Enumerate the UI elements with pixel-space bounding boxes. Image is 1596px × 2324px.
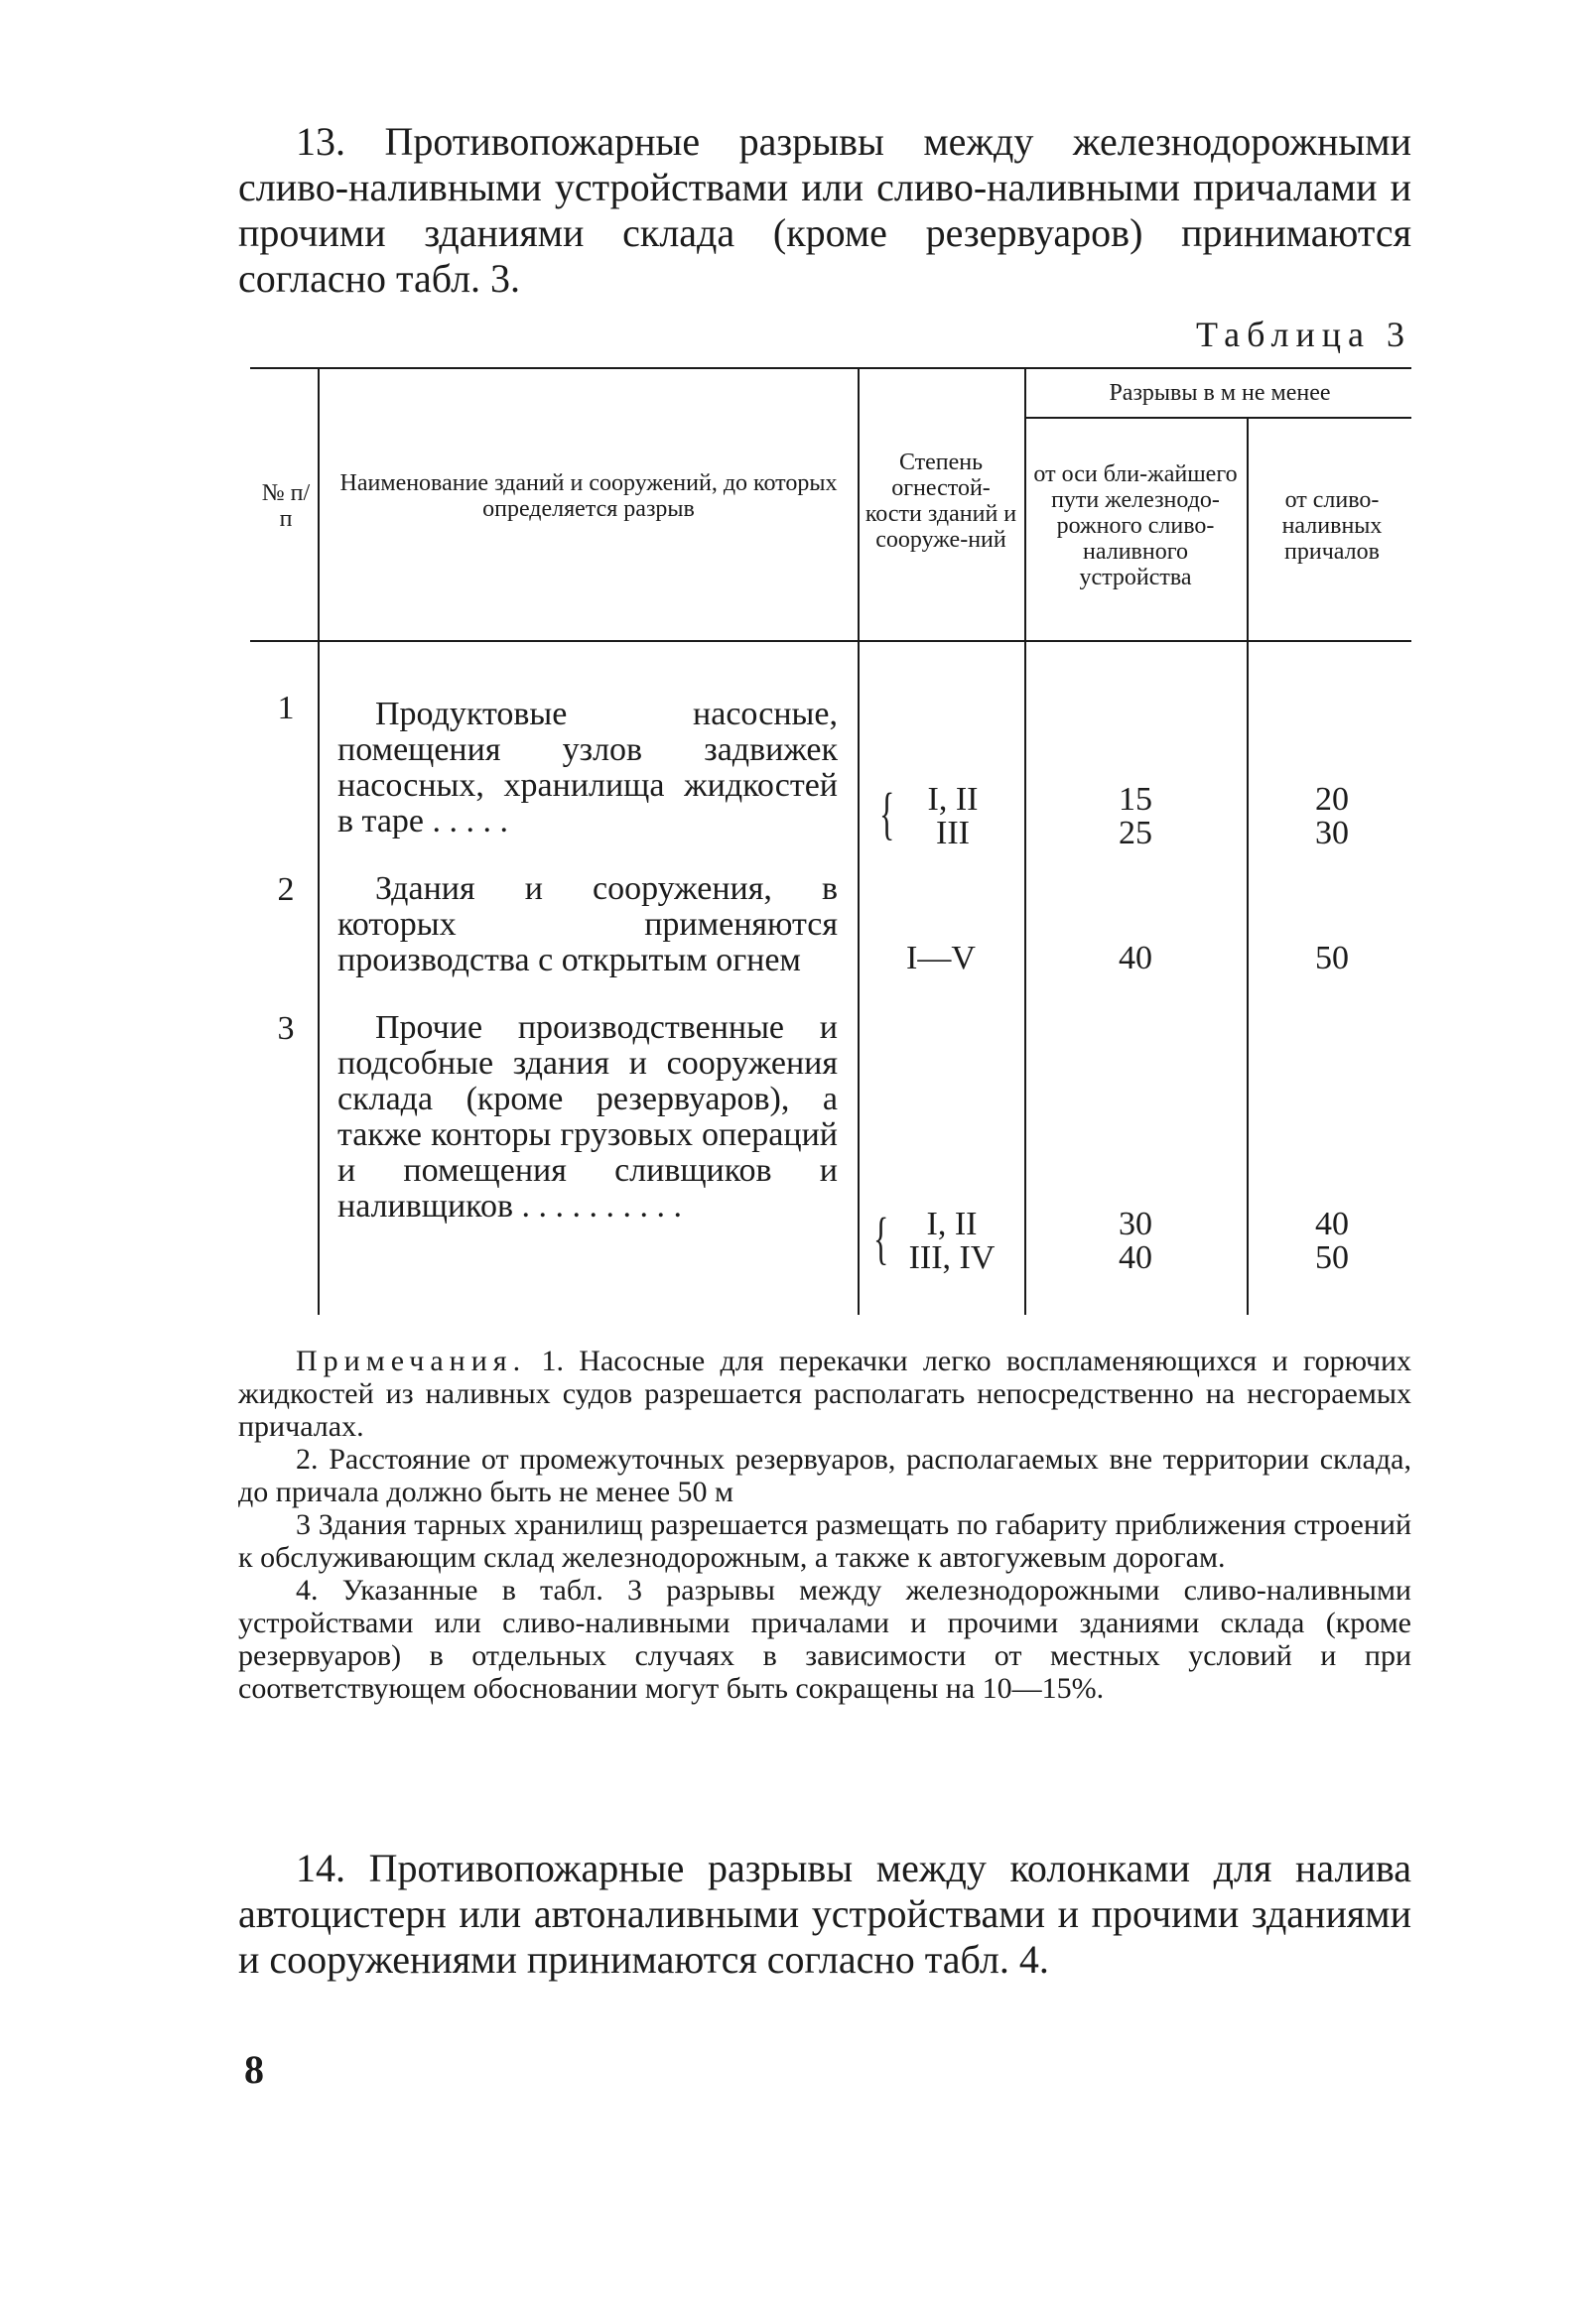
group-header-rule [1024,417,1411,419]
row-1-name: Продуктовые насосные, помещения узлов задвижек насосных, хранилища жидкостей в таре . . . . . [337,696,838,839]
col-divider-2 [858,367,860,1315]
note-3: 3 Здания тарных хранилищ разрешается размещать по габариту приближения строений к обслуживающим склад железнодорожным, а также к автогужевым дорогам. [238,1508,1411,1574]
row-2-berth: 50 [1315,940,1349,976]
note-1 [238,1345,1411,1443]
table-notes [238,1345,1411,1705]
row-1-rail-b: 25 [1119,815,1152,851]
row-1-degree-b: III [936,815,970,851]
col-divider-3 [1024,367,1026,1315]
note-4: 4. Указанные в табл. 3 разрывы между железнодорожными сливо-наливными устройствами или сливо-наливными причалами и прочими зданиями склада (кроме резервуаров) в отдельных случаях в зависимости от местных условий и при соответствующем обосновании могут быть сокращены на 10—15%. [238,1574,1411,1705]
row-1-berth-a: 20 [1315,781,1349,818]
row-3-degree-b: III, IV [908,1239,996,1276]
header-num: № п/п [261,480,311,532]
row-3-name: Прочие производственные и подсобные здания и сооружения склада (кроме резервуаров), а также конторы грузовых операций и помещения сливщиков и наливщиков . . . . . . . . . . [337,1009,838,1225]
page-number: 8 [244,2047,264,2092]
row-3-brace: { [873,1206,889,1270]
row-3-berth-a: 40 [1315,1206,1349,1242]
header-from-rail: от оси бли-жайшего пути железнодо-рожного сливо-наливного устройства [1033,461,1238,590]
row-3-num: 3 [277,1010,295,1047]
notes-heading: Примечания. [296,1345,527,1377]
col-divider-1 [318,367,320,1315]
row-2-degree: I—V [906,940,976,976]
row-2-name: Здания и сооружения, в которых применяются производства с открытым огнем [337,870,838,978]
row-1-degree-a: I, II [927,781,979,818]
note-1-text: 1. Насосные для перекачки легко воспламеняющихся и горючих жидкостей из наливных судов разрешается располагать непосредственно на несгораемых причалах. [238,1345,1411,1443]
row-1-berth-b: 30 [1315,815,1349,851]
col-divider-4 [1247,417,1249,1315]
row-3-rail-a: 30 [1119,1206,1152,1242]
row-1-brace: { [879,781,895,845]
row-2-rail: 40 [1119,940,1152,976]
row-3-rail-b: 40 [1119,1239,1152,1276]
header-distances-group: Разрывы в м не менее [1109,380,1331,406]
paragraph-14: 14. Противопожарные разрывы между колонками для налива автоцистерн или автоналивными устройствами и прочими зданиями и сооружениями принимаются согласно табл. 4. [238,1846,1411,1982]
paragraph-13: 13. Противопожарные разрывы между железнодорожными сливо-наливными устройствами или сливо-наливными причалами и прочими зданиями склада (кроме резервуаров) принимаются согласно табл. 3. [238,119,1411,301]
note-2: 2. Расстояние от промежуточных резервуаров, располагаемых вне территории склада, до причала должно быть не менее 50 м [238,1443,1411,1508]
row-3-berth-b: 50 [1315,1239,1349,1276]
header-name: Наименование зданий и сооружений, до которых определяется разрыв [339,470,838,522]
table-top-rule [250,367,1411,369]
header-degree: Степень огнестой-кости зданий и сооруже-ний [864,450,1017,553]
header-from-berth: от сливо-наливных причалов [1281,487,1383,565]
table-caption: Таблица 3 [1196,315,1411,354]
row-3-degree-a: I, II [926,1206,978,1242]
header-bottom-rule [250,640,1411,642]
row-2-num: 2 [277,871,295,908]
row-1-rail-a: 15 [1119,781,1152,818]
row-1-num: 1 [277,690,295,726]
